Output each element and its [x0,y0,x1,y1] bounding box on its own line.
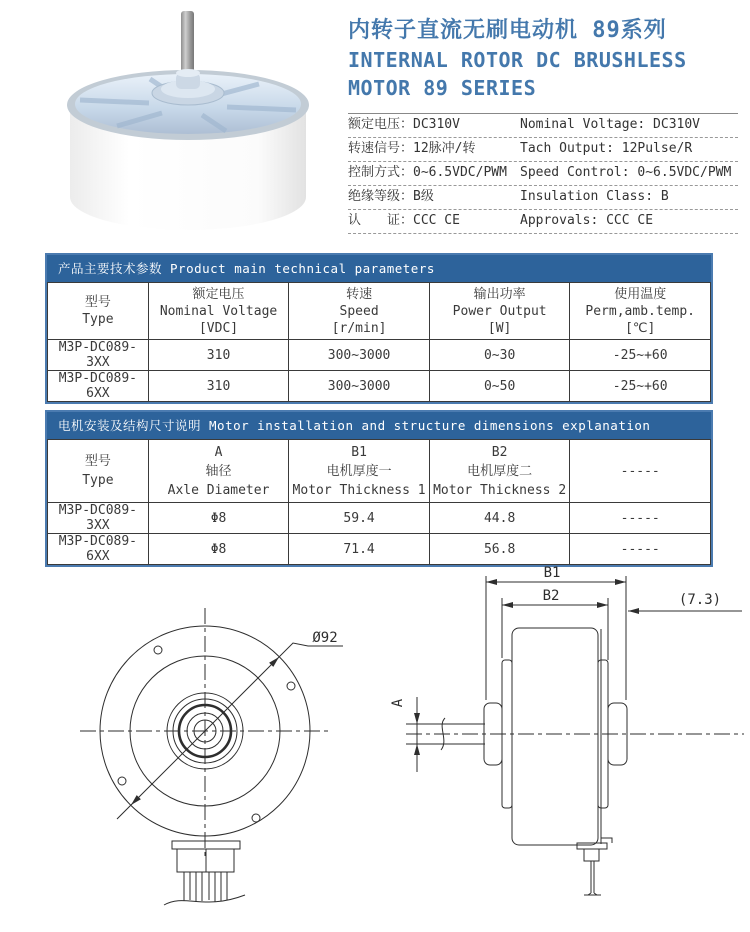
table-cell: M3P-DC089-3XX [48,503,149,534]
technical-parameters-table [45,253,713,404]
offset-label: (7.3) [678,592,722,608]
b2-dimension [502,588,608,660]
spec-row [348,210,738,234]
table-header-cell: 使用温度 Perm,amb.temp. [℃] [570,283,711,340]
offset-dimension [628,592,742,614]
spec-list [348,113,738,234]
front-connector [164,841,245,905]
motor-photo-illustration [30,5,330,240]
table-cell: M3P-DC089-6XX [48,534,149,565]
table-row [48,340,711,371]
mounting-holes [118,646,295,822]
title-english-line2: MOTOR 89 SERIES [348,76,537,100]
table-header-cell: 型号 Type [48,283,149,340]
side-connector [577,838,612,895]
table-cell: 0~50 [429,371,570,402]
spec-cn-label: 转速信号：12脉冲/转 [348,141,476,156]
table-cell: M3P-DC089-3XX [48,340,149,371]
table-row [48,371,711,402]
spec-en-label: Insulation Class: B [520,189,669,204]
table-cell: 59.4 [289,503,430,534]
spec-cn-label: 绝缘等级：B级 [348,189,434,204]
table-cell: M3P-DC089-6XX [48,371,149,402]
axle-label: A [390,698,406,708]
b1-label: B1 [543,565,561,581]
table-cell: Φ8 [148,503,289,534]
table-cell: 56.8 [429,534,570,565]
spec-row [348,186,738,210]
side-view-drawing [390,565,744,895]
product-photo [30,5,330,240]
drawings-canvas [0,555,750,928]
spec-row [348,138,738,162]
spec-row [348,162,738,186]
b2-label: B2 [542,588,560,604]
centerlines [80,608,330,858]
table-header-cell: ----- [570,440,711,503]
table-header-cell: B2 电机厚度二 Motor Thickness 2 [429,440,570,503]
front-view-drawing [80,608,343,905]
table-header-cell: B1 电机厚度一 Motor Thickness 1 [289,440,430,503]
table-cell: ----- [570,503,711,534]
table-cell: 310 [148,340,289,371]
spec-cn-label: 认 证：CCC CE [348,213,460,228]
table-header-cell: 转速 Speed [r/min] [289,283,430,340]
table-cell: -25~+60 [570,340,711,371]
table-cell: 71.4 [289,534,430,565]
table-header-cell: 型号 Type [48,440,149,503]
table-cell: -25~+60 [570,371,711,402]
spec-en-label: Approvals: CCC CE [520,213,654,228]
table-title-bar: 产品主要技术参数 Product main technical parameters [47,255,711,282]
spec-en-label: Tach Output: 12Pulse/R [520,141,693,156]
title-english-line1: INTERNAL ROTOR DC BRUSHLESS [348,48,687,72]
table-cell: 300~3000 [289,340,430,371]
b1-dimension [486,565,626,700]
table-cell: 310 [148,371,289,402]
installation-dimensions-table [45,410,713,567]
diameter-label: Ø92 [312,630,338,646]
spec-row [348,114,738,138]
table-cell: 44.8 [429,503,570,534]
table-cell: Φ8 [148,534,289,565]
table-header-cell: 输出功率 Power Output [W] [429,283,570,340]
table-header-cell: A 轴径 Axle Diameter [148,440,289,503]
table-header-row [48,283,711,340]
spec-en-label: Nominal Voltage: DC310V [520,117,701,132]
title-chinese: 内转子直流无刷电动机 89系列 [348,18,667,43]
table-cell: ----- [570,534,711,565]
spec-cn-label: 控制方式：0~6.5VDC/PWM [348,165,507,180]
table-cell: 0~30 [429,340,570,371]
table-row [48,503,711,534]
title-block [348,16,740,102]
dimension-drawings [0,555,750,928]
hub-boss-top [176,69,200,77]
table-header-row [48,440,711,503]
spec-cn-label: 额定电压：DC310V [348,117,460,132]
table-cell: 300~3000 [289,371,430,402]
table-header-cell: 额定电压 Nominal Voltage [VDC] [148,283,289,340]
table-title-bar: 电机安装及结构尺寸说明 Motor installation and structure dimensions explanation [47,412,711,439]
spec-en-label: Speed Control: 0~6.5VDC/PWM [520,165,732,180]
